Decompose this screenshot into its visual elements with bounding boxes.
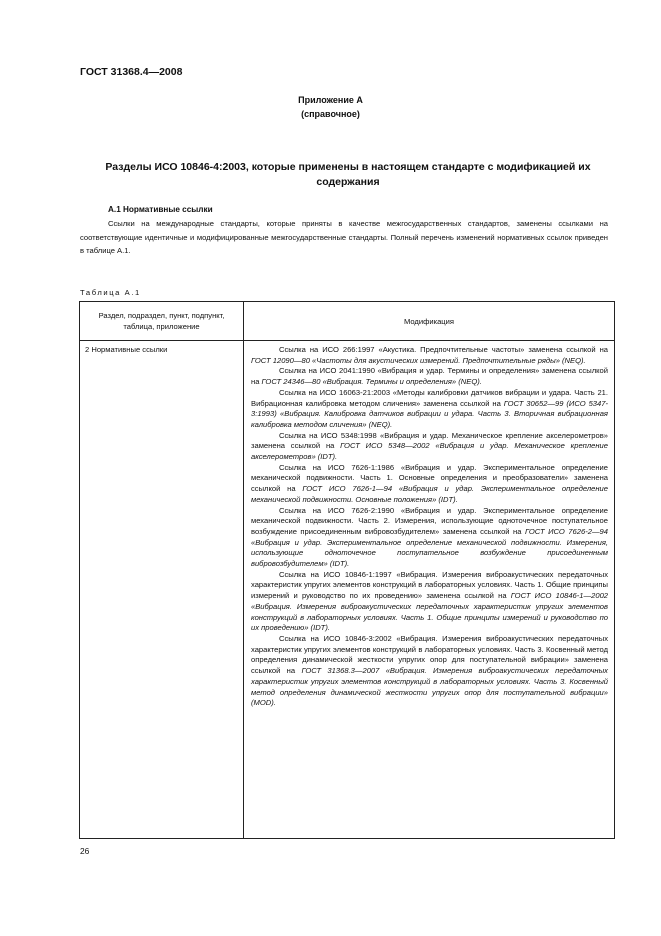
- document-code: ГОСТ 31368.4—2008: [80, 66, 183, 78]
- reference-entry: [251, 345, 608, 366]
- entry-replacement: ГОСТ ИСО 7626-2—94 «Вибрация и удар. Экспериментальное определение механической подвижности. Измерения, использующие одноточечное поступательное возбуждение присоединенным вибровозбудителем» (IDT).: [251, 526, 608, 569]
- entry-replacement: ГОСТ ИСО 5348—2002 «Вибрация и удар. Механическое крепление акселерометров» (IDT).: [251, 441, 608, 462]
- entry-text: Ссылка на ИСО 5348:1998 «Вибрация и удар. Механическое крепление акселерометров» заменена ссылкой на: [251, 430, 608, 451]
- table-row: [80, 341, 615, 839]
- modification-table: [79, 301, 615, 839]
- entry-text: Ссылка на ИСО 7626-1:1986 «Вибрация и удар. Экспериментальное определение механической подвижности. Часть 1. Основные определения и преобразователи» заменена ссылкой на: [251, 462, 608, 494]
- table-header-row: [80, 302, 615, 341]
- appendix-title: Разделы ИСО 10846-4:2003, которые применены в настоящем стандарте с модификацией их содержания: [105, 161, 591, 188]
- entry-replacement: ГОСТ 30652—99 (ИСО 5347-3:1993) «Вибрация. Калибровка датчиков вибрации и удара. Часть 3. Вторичная вибрационная калибровка методом сличения» (NEQ).: [251, 398, 608, 429]
- entry-text: Ссылка на ИСО 10846-1:1997 «Вибрация. Измерения виброакустических передаточных характеристик упругих элементов конструкций в лабораторных условиях. Часть 1. Общие принципы измерений и руководство по их проведению» заменена ссылкой на: [251, 569, 608, 601]
- entry-replacement: ГОСТ 24346—80 «Вибрация. Термины и определения» (NEQ).: [261, 377, 482, 387]
- entry-text: Ссылка на ИСО 16063-21:2003 «Методы калибровки датчиков вибрации и удара. Часть 21. Вибрационная калибровка методом сличения» заменена ссылкой на: [251, 387, 608, 408]
- section-paragraph: Ссылки на международные стандарты, которые приняты в качестве межгосударственных стандартов, заменены ссылками на соответствующие идентичные и модифицированные межгосударственные стандарты. Полный перечень изменений нормативных ссылок приведен в таблице А.1.: [80, 219, 608, 256]
- column-header-section: Раздел, подраздел, пункт, подпункт, таблица, приложение: [80, 302, 244, 341]
- reference-entry: [251, 366, 608, 387]
- appendix-label: Приложение А: [298, 95, 363, 105]
- row-section-cell: 2 Нормативные ссылки: [80, 341, 244, 839]
- table-label: Таблица А.1: [80, 288, 141, 297]
- reference-entry: [251, 388, 608, 431]
- appendix-note: (справочное): [301, 109, 360, 119]
- reference-entry: [251, 506, 608, 570]
- page-number: 26: [80, 846, 90, 856]
- column-header-modification: Модификация: [244, 302, 615, 341]
- entry-text: Ссылка на ИСО 2041:1990 «Вибрация и удар. Термины и определения» заменена ссылкой на: [251, 366, 608, 387]
- reference-entry: [251, 570, 608, 634]
- reference-entry: [251, 463, 608, 506]
- row-modification-cell: [244, 341, 615, 839]
- entry-replacement: ГОСТ ИСО 10846-1—2002 «Вибрация. Измерения виброакустических передаточных характеристик упругих элементов конструкций в лабораторных условиях. Часть 1. Общие принципы измерений и руководство по их проведению» (IDT).: [251, 591, 609, 633]
- entry-text: Ссылка на ИСО 266:1997 «Акустика. Предпочтительные частоты» заменена ссылкой на: [279, 345, 608, 354]
- reference-entry: [251, 431, 608, 463]
- entry-replacement: ГОСТ ИСО 7626-1—94 «Вибрация и удар. Экспериментальное определение механической подвижности. Основные положения» (IDT).: [251, 484, 608, 504]
- entry-replacement: ГОСТ 12090—80 «Частоты для акустических измерений. Предпочтительные ряды» (NEQ).: [251, 355, 586, 365]
- entry-replacement: ГОСТ 31368.3—2007 «Вибрация. Измерения виброакустических передаточных характеристик упругих элементов конструкций в лабораторных условиях. Часть 3. Косвенный метод определения динамической жесткости упругих опор для поступательной вибрации» (MOD).: [251, 666, 608, 708]
- entry-text: Ссылка на ИСО 10846-3:2002 «Вибрация. Измерения виброакустических передаточных характеристик упругих элементов конструкций в лабораторных условиях. Часть 3. Косвенный метод определения динамической жесткости упругих опор для поступательной вибрации» заменена ссылкой на: [251, 633, 608, 676]
- reference-entry: [251, 634, 608, 709]
- entry-text: Ссылка на ИСО 7626-2:1990 «Вибрация и удар. Экспериментальное определение механической подвижности. Часть 2. Измерения, использующие одноточечное поступательное возбуждение присоединенным вибровозбудителем» заменена ссылкой на: [251, 505, 608, 536]
- section-heading: А.1 Нормативные ссылки: [108, 205, 213, 214]
